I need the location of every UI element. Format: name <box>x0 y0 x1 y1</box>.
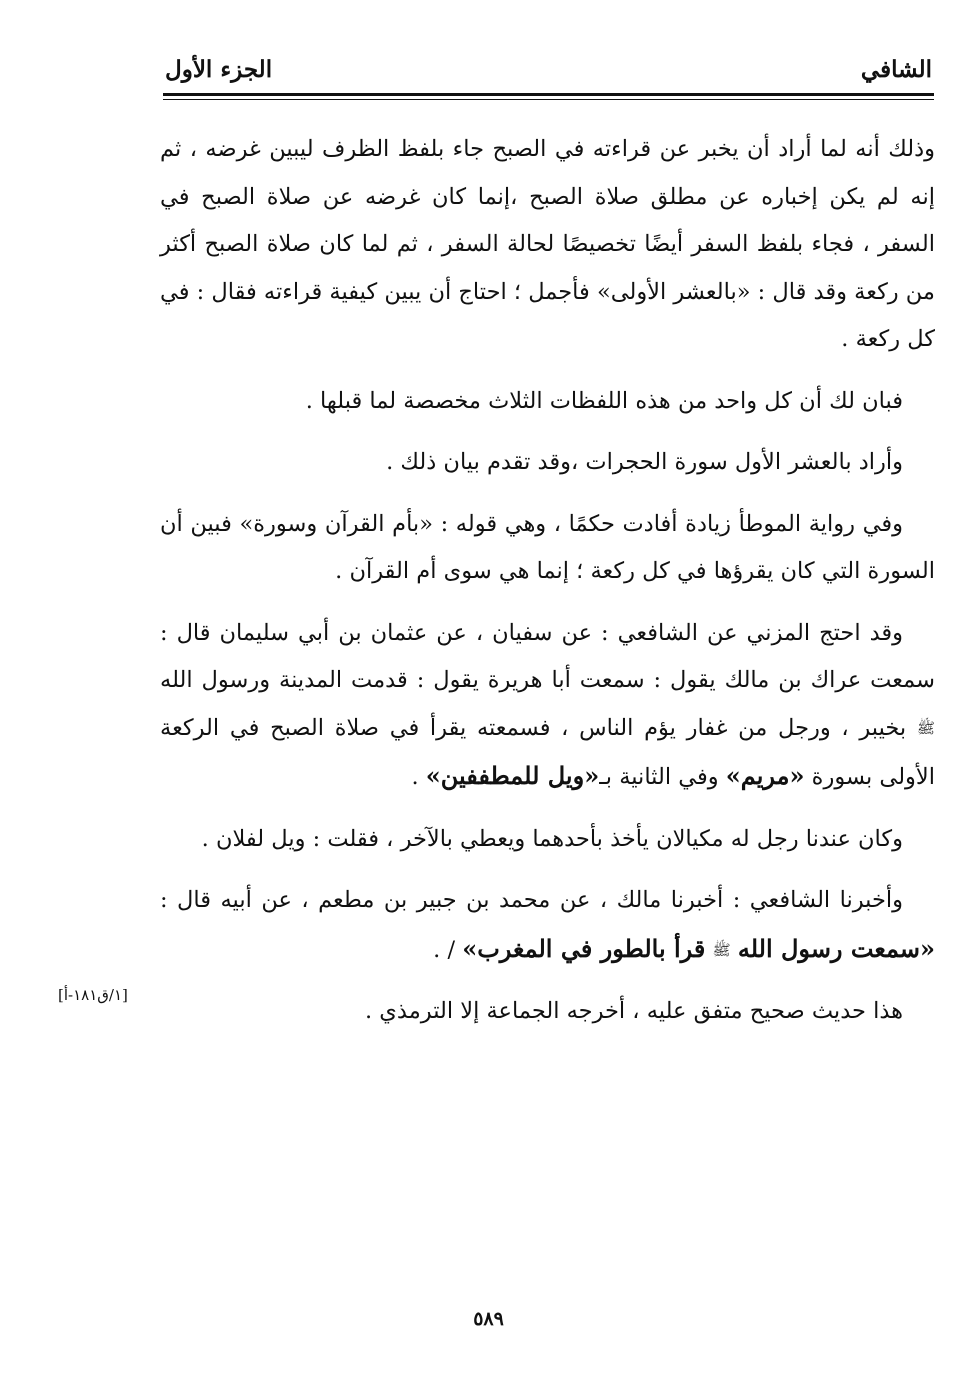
salutation-glyph: ﷺ <box>916 718 935 737</box>
hadith-paragraph <box>160 610 935 802</box>
running-header <box>165 52 932 96</box>
header-rule-thin <box>163 99 934 100</box>
paragraph: وذلك أنه لما أراد أن يخبر عن قراءته في الصبح جاء بلفظ الظرف ليبين غرضه ، ثم إنه لم يكن إخباره عن مطلق صلاة الصبح ،إنما كان غرضه عن صلاة الصبح في السفر ، فجاء بلفظ السفر أيضًا تخصيصًا لحالة السفر ، ثم لما كان صلاة الصبح أكثر من ركعة وقد قال : «بالعشر الأولى» فأجمل ؛ احتاج أن يبين كيفية قراءته فقال : في كل ركعة . <box>160 136 935 352</box>
hadith-paragraph <box>160 877 935 974</box>
paragraph: هذا حديث صحيح متفق عليه ، أخرجه الجماعة إلا الترمذي . <box>365 998 903 1024</box>
paragraph: وأراد بالعشر الأول سورة الحجرات ،وقد تقدم بيان ذلك . <box>386 449 903 475</box>
hadith-end: . <box>411 764 419 790</box>
salutation-glyph: ﷺ <box>712 940 731 959</box>
manuscript-folio-reference: [١/ق١٨١-أ] <box>58 986 128 1004</box>
page-number: ٥٨٩ <box>473 1308 504 1330</box>
volume-label: الجزء الأول <box>165 56 273 83</box>
book-title: الشافي <box>860 56 932 83</box>
hadith-text: وفي الثانية بـ <box>599 764 719 790</box>
hadith-text: بخيبر ، ورجل من غفار يؤم الناس ، فسمعته يقرأ في صلاة الصبح في الركعة الأولى بسورة <box>160 714 935 790</box>
body-text <box>160 126 935 1050</box>
hadith-quote: «سمعت رسول الله <box>737 933 935 963</box>
paragraph: وكان عندنا رجل له مكيالان يأخذ بأحدهما ويعطي بالآخر ، فقلت : ويل لفلان . <box>201 825 903 852</box>
hadith-text: وأخبرنا الشافعي : أخبرنا مالك ، عن محمد بن جبير بن مطعم ، عن أبيه قال : <box>160 887 903 913</box>
hadith-quote: قرأ بالطور في المغرب» <box>462 933 706 963</box>
paragraph: وفي رواية الموطأ زيادة أفادت حكمًا ، وهي قوله : «بأم القرآن وسورة» فبين أن السورة التي كان يقرؤها في كل ركعة ؛ إنما هي سوى أم القرآن . <box>160 510 935 584</box>
hadith-end: / . <box>433 936 456 963</box>
hadith-text: وقد احتج المزني عن الشافعي : عن سفيان ، عن عثمان بن أبي سليمان قال : سمعت عراك بن مالك يقول : سمعت أبا هريرة يقول : قدمت المدينة ورسول الله <box>160 619 935 693</box>
paragraph: فبان لك أن كل واحد من هذه اللفظات الثلاث مخصصة لما قبلها . <box>305 387 903 414</box>
surah-name: «ويل للمطففين» <box>425 761 600 790</box>
header-rule-thick <box>163 93 934 96</box>
surah-name: «مريم» <box>725 761 805 790</box>
